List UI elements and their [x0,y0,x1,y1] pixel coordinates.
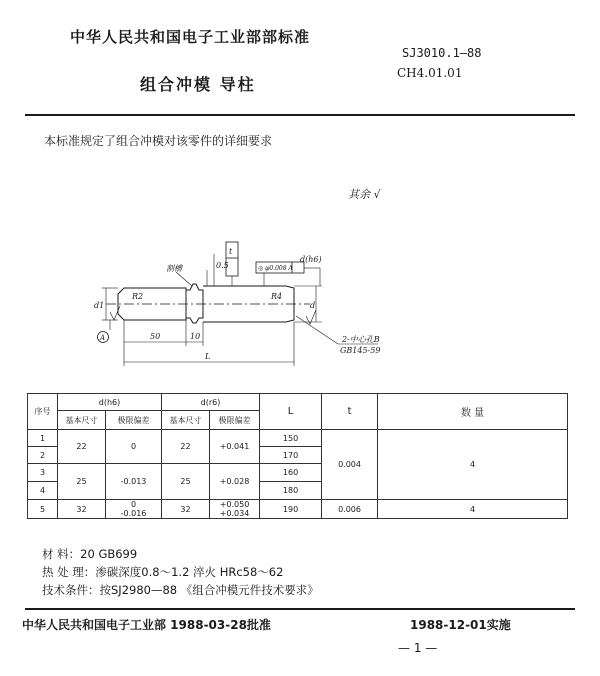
header-basic-size-r6: 基本尺寸 [162,411,210,430]
row5-d-dev-lower: -0.016 [120,509,147,518]
row12-d-dev: 0 [106,430,162,464]
intro-text: 本标准规定了组合冲模对该零件的详细要求 [44,134,273,148]
row12-r-dev: +0.041 [210,430,260,464]
length-l-label: L [205,352,211,361]
groove-note: 割槽 [166,264,182,273]
t-label: t [229,247,233,256]
d-label: d [310,301,316,310]
header-limit-dev-r6: 极限偏差 [210,411,260,430]
header-d-r6: d(r6) [162,394,260,411]
dimension-table [27,393,568,519]
row34-r-dev: +0.028 [210,464,260,500]
header-t: t [322,394,378,430]
rows1-4-qty: 4 [378,430,568,500]
header-l: L [260,394,322,430]
header-qty: 数 量 [378,394,568,430]
shaft-groove [186,284,203,323]
length-50-label: 50 [150,332,161,341]
row4-seq: 4 [28,482,58,500]
header-limit-dev: 极限偏差 [106,411,162,430]
length-10-label: 10 [190,332,201,341]
row12-d-basic: 22 [58,430,106,464]
row2-seq: 2 [28,447,58,464]
material-note: 材 料：20 GB699 [42,547,138,561]
center-hole-label: 2-中心孔B [342,335,380,344]
chamfer-r2-label: R2 [132,292,144,301]
standard-number: SJ3010.1—88 [402,46,482,60]
d1-label: d1 [94,301,105,310]
document-code: CH4.01.01 [397,66,463,80]
technical-conditions-note: 技术条件：按SJ2980—88 《组合冲模元件技术要求》 [42,583,319,597]
row5-r-dev-upper: +0.050 [219,500,250,509]
row5-d-dev [106,500,162,519]
roughness-icon: √ [373,188,381,201]
row34-r-basic: 25 [162,464,210,500]
center-hole-standard: GB145-59 [340,346,381,355]
dim-05-label: 0.5 [216,261,229,270]
row3-seq: 3 [28,464,58,482]
footer-rule [25,608,575,610]
page-number: — 1 — [398,641,438,655]
approval-line: 中华人民共和国电子工业部 1988-03-28批准 [22,618,271,632]
row5-t: 0.006 [322,500,378,519]
chamfer-r4-label: R4 [271,292,283,301]
row5-r-dev [210,500,260,519]
row1-l: 150 [260,430,322,447]
row5-d-basic: 32 [58,500,106,519]
row5-r-basic: 32 [162,500,210,519]
rows1-4-t: 0.004 [322,430,378,500]
concentricity-label: ◎ φ0.008 A [258,265,293,272]
header-d-h6: d(h6) [58,394,162,411]
d-h6-label: d(h6) [300,255,322,264]
row5-qty: 4 [378,500,568,519]
header-seq: 序号 [28,394,58,430]
heat-treatment-note: 热 处 理：渗碳深度0.8～1.2 淬火 HRc58～62 [42,565,284,579]
row12-r-basic: 22 [162,430,210,464]
row5-l: 190 [260,500,322,519]
row5-d-dev-upper: 0 [130,500,137,509]
row1-seq: 1 [28,430,58,447]
header-basic-size: 基本尺寸 [58,411,106,430]
row4-l: 180 [260,482,322,500]
row5-r-dev-lower: +0.034 [219,509,250,518]
document-title: 组合冲模 导柱 [140,75,256,94]
row2-l: 170 [260,447,322,464]
row34-d-dev: -0.013 [106,464,162,500]
implementation-date: 1988-12-01实施 [410,618,511,632]
issuing-authority-title: 中华人民共和国电子工业部部标准 [70,28,311,46]
datum-a-label: A [100,334,106,342]
surface-finish-label: 其余 [348,188,370,201]
row34-d-basic: 25 [58,464,106,500]
row5-seq: 5 [28,500,58,519]
row3-l: 160 [260,464,322,482]
